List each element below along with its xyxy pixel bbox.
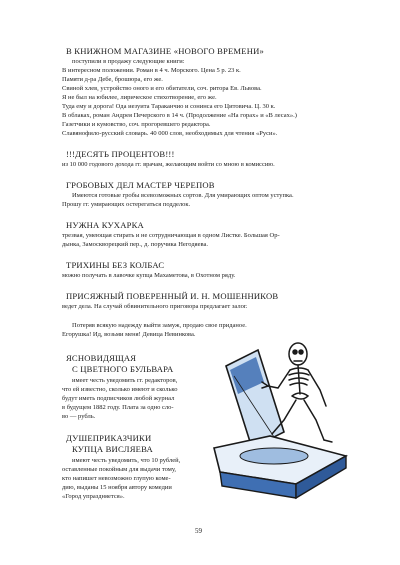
coffins-line: Имеются готовые гробы всевозможных сортов. Для умирающих оптом уступка.	[72, 192, 294, 199]
cook-line: дынка, Замоскворецкий пер., д. поручика Негодяева.	[62, 241, 209, 248]
dowry-line: Потеряв всякую надежду выйти замуж, продаю свое приданое.	[72, 322, 247, 329]
clairvoyant-line: будут иметь подписчиков любой журнал	[62, 395, 175, 402]
book-store-line: Свиной хлев, устройство оного и его обитатели, соч. ритора Ев. Львова.	[62, 85, 262, 92]
ten-percent-heading: !!!ДЕСЯТЬ ПРОЦЕНТОВ!!!	[66, 149, 175, 159]
clairvoyant-heading: С ЦВЕТНОГО БУЛЬВАРА	[72, 364, 174, 374]
skeleton-in-coffin-illustration	[212, 336, 348, 502]
clairvoyant-line: что ей известно, сколько имеют и сколько	[62, 386, 178, 393]
clairvoyant-heading: ЯСНОВИДЯЩАЯ	[66, 353, 137, 363]
trichina-line: можно получать в лавочке купца Махаметова, в Охотном ряду.	[62, 272, 236, 279]
coffins-line: Прошу гг. умирающих остерегаться подделок.	[62, 201, 191, 208]
attorney-heading: ПРИСЯЖНЫЙ ПОВЕРЕННЫЙ И. Н. МОШЕННИКОВ	[66, 291, 279, 301]
cook-line: трезвая, умеющая стирать и не сотрудничающая в одном Листке. Большая Ор-	[62, 232, 280, 239]
executors-line: дию, выданы 15 ноября автору комедии	[62, 484, 172, 491]
executors-line: имеют честь уведомить, что 10 рублей,	[72, 457, 181, 464]
book-store-line: Газетчики и кумовство, соч. прогоревшего редактора.	[62, 121, 211, 128]
ten-percent-line: из 10 000 годового дохода гг. врачам, желающим войти со мною в комиссию.	[62, 161, 275, 168]
clairvoyant-line: имеет честь уведомить гг. редакторов,	[72, 377, 178, 384]
clairvoyant-line: в будущем 1882 году. Плата за одно сло-	[62, 404, 174, 411]
executors-line: «Город упраздняется».	[62, 493, 125, 500]
clairvoyant-line: во — рубль.	[62, 413, 96, 420]
book-store-line: Туда ему и дорога! Ода иезуита Тараканчио и сонинса его Цитовича. Ц. 30 к.	[62, 103, 276, 110]
executors-line: кто напишет невозможно глупую коме-	[62, 475, 171, 482]
book-store-line: Славянофило-русский словарь. 40 000 слов, необходимых для чтения «Руси».	[62, 130, 278, 137]
attorney-line: ведет дела. На случай обвинительного приговора предлагает залог.	[62, 303, 248, 310]
book-store-line: Памяти д-ра Дебе, брошюра, его же.	[62, 76, 163, 83]
book-store-line: В интересном положении. Роман в 4 ч. Морского. Цена 5 р. 23 к.	[62, 67, 241, 74]
trichina-heading: ТРИХИНЫ БЕЗ КОЛБАС	[66, 260, 165, 270]
executors-heading: КУПЦА ВИСЛЯЕВА	[72, 444, 153, 454]
dowry-line: Егорушка! Ид, возьми меня! Девица Невинкова.	[62, 331, 196, 338]
coffins-heading: ГРОБОВЫХ ДЕЛ МАСТЕР ЧЕРЕПОВ	[66, 180, 215, 190]
book-store-heading: В КНИЖНОМ МАГАЗИНЕ «НОВОГО ВРЕМЕНИ»	[66, 46, 265, 56]
coffin-pillow	[240, 448, 308, 464]
executors-heading: ДУШЕПРИКАЗЧИКИ	[66, 433, 152, 443]
book-store-line: Я не был на юбилее, лирическое стихотворение, его же.	[62, 94, 217, 101]
cook-heading: НУЖНА КУХАРКА	[66, 220, 144, 230]
page-number: 59	[195, 527, 202, 535]
book-store-line: поступили в продажу следующие книги:	[72, 58, 185, 65]
executors-line: оставленные покойным для выдачи тому,	[62, 466, 177, 473]
book-store-line: В облаках, роман Андрея Печерского в 14 ч. (Продолжение «На горах» и «В лесах».)	[62, 112, 297, 119]
